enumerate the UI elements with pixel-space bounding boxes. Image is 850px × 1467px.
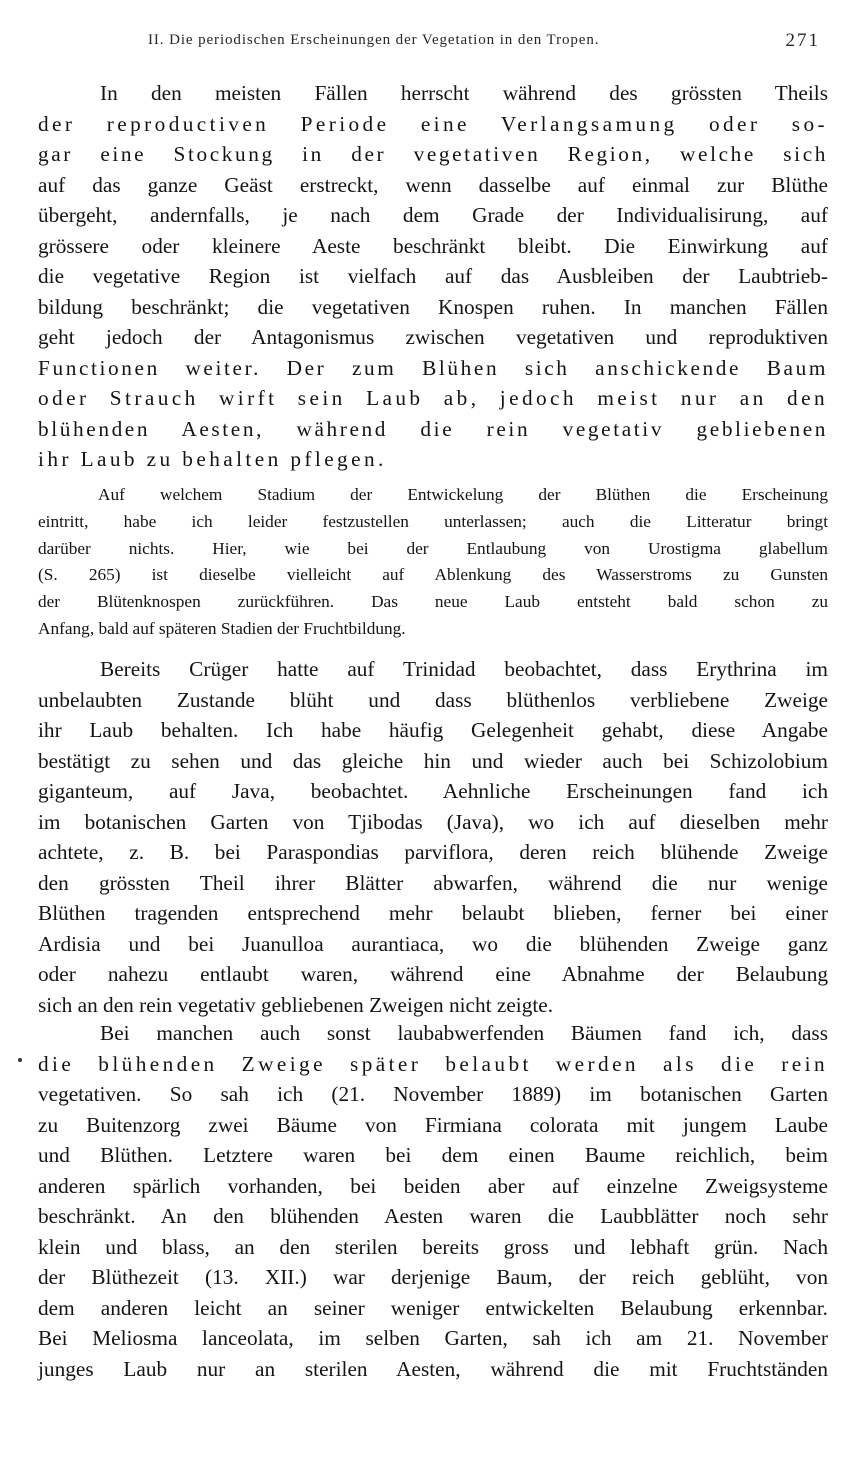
text-line: auf das ganze Geäst erstreckt, wenn dasselbe auf einmal zur Blüthe [38, 172, 828, 197]
text-line: die vegetative Region ist vielfach auf das Ausbleiben der Laubtrieb- [38, 264, 828, 288]
text-line: darüber nichts. Hier, wie bei der Entlaubung von Urostigma glabellum [38, 538, 828, 558]
text-line: dem anderen leicht an seiner weniger entwickelten Belaubung erkennbar. [38, 1295, 828, 1320]
text-line: ihr Laub behalten. Ich habe häufig Gelegenheit gehabt, diese Angabe [38, 718, 828, 742]
text-line: Auf welchem Stadium der Entwickelung der Blüthen die Erscheinung [98, 485, 828, 504]
paragraph-2-note [38, 482, 828, 643]
text-line: gar eine Stockung in der vegetativen Region, welche sich [38, 142, 828, 166]
text-line: übergeht, andernfalls, je nach dem Grade der Individualisirung, auf [38, 203, 828, 227]
text-line: Anfang, bald auf späteren Stadien der Fruchtbildung. [38, 618, 406, 638]
text-line: achtete, z. B. bei Paraspondias parviflora, deren reich blühende Zweige [38, 840, 828, 864]
running-header [148, 30, 828, 54]
paragraph-4 [38, 1018, 828, 1384]
text-line: eintritt, habe ich leider festzustellen unterlassen; auch die Litteratur bringt [38, 511, 828, 531]
text-line: giganteum, auf Java, beobachtet. Aehnliche Erscheinungen fand ich [38, 779, 828, 803]
text-line: junges Laub nur an sterilen Aesten, während die mit Fruchtständen [38, 1356, 828, 1381]
text-line: der reproductiven Periode eine Verlangsamung oder so- [38, 111, 828, 136]
paragraph-1 [38, 78, 828, 475]
text-line: Functionen weiter. Der zum Blühen sich anschickende Baum [38, 355, 828, 380]
page-number: 271 [785, 30, 820, 51]
text-line: zu Buitenzorg zwei Bäume von Firmiana colorata mit jungem Laube [38, 1112, 828, 1137]
text-line: vegetativen. So sah ich (21. November 1889) im botanischen Garten [38, 1082, 828, 1106]
text-line: bestätigt zu sehen und das gleiche hin und wieder auch bei Schizolobium [38, 748, 828, 773]
text-line: der Blüthezeit (13. XII.) war derjenige Baum, der reich geblüht, von [38, 1265, 828, 1289]
text-line: Blüthen tragenden entsprechend mehr belaubt blieben, ferner bei einer [38, 901, 828, 925]
text-line: ihr Laub zu behalten pflegen. [38, 447, 387, 471]
paragraph-3 [38, 654, 828, 1020]
text-line: geht jedoch der Antagonismus zwischen vegetativen und reproduktiven [38, 325, 828, 349]
text-line: der Blütenknospen zurückführen. Das neue Laub entsteht bald schon zu [38, 592, 828, 612]
text-line: oder Strauch wirft sein Laub ab, jedoch meist nur an den [38, 386, 828, 410]
text-line: oder nahezu entlaubt waren, während eine Abnahme der Belaubung [38, 962, 828, 986]
text-line: grössere oder kleinere Aeste beschränkt bleibt. Die Einwirkung auf [38, 233, 828, 258]
running-header-title: II. Die periodischen Erscheinungen der Vegetation in den Tropen. [148, 32, 600, 48]
text-line: klein und blass, an den sterilen bereits gross und lebhaft grün. Nach [38, 1234, 828, 1259]
text-line: Bei manchen auch sonst laubabwerfenden Bäumen fand ich, dass [100, 1021, 828, 1045]
text-line: unbelaubten Zustande blüht und dass blüthenlos verbliebene Zweige [38, 687, 828, 712]
text-line: im botanischen Garten von Tjibodas (Java), wo ich auf dieselben mehr [38, 809, 828, 834]
text-line: In den meisten Fällen herrscht während des grössten Theils [100, 81, 828, 105]
text-line: Bereits Crüger hatte auf Trinidad beobachtet, dass Erythrina im [100, 657, 828, 681]
text-line: und Blüthen. Letztere waren bei dem einen Baume reichlich, beim [38, 1143, 828, 1167]
text-line: beschränkt. An den blühenden Aesten waren die Laubblätter noch sehr [38, 1204, 828, 1228]
text-line: den grössten Theil ihrer Blätter abwarfen, während die nur wenige [38, 870, 828, 895]
text-line: blühenden Aesten, während die rein vegetativ gebliebenen [38, 416, 828, 441]
text-line: Bei Meliosma lanceolata, im selben Garten, sah ich am 21. November [38, 1326, 828, 1350]
text-line: die blühenden Zweige später belaubt werden als die rein [38, 1051, 828, 1076]
text-line: sich an den rein vegetativ gebliebenen Zweigen nicht zeigte. [38, 992, 554, 1017]
text-line: Ardisia und bei Juanulloa aurantiaca, wo die blühenden Zweige ganz [38, 931, 828, 956]
text-line: bildung beschränkt; die vegetativen Knospen ruhen. In manchen Fällen [38, 294, 828, 319]
margin-mark [18, 1058, 22, 1062]
text-line: anderen spärlich vorhanden, bei beiden aber auf einzelne Zweigsysteme [38, 1173, 828, 1198]
text-line: (S. 265) ist dieselbe vielleicht auf Ablenkung des Wasserstroms zu Gunsten [38, 565, 828, 585]
